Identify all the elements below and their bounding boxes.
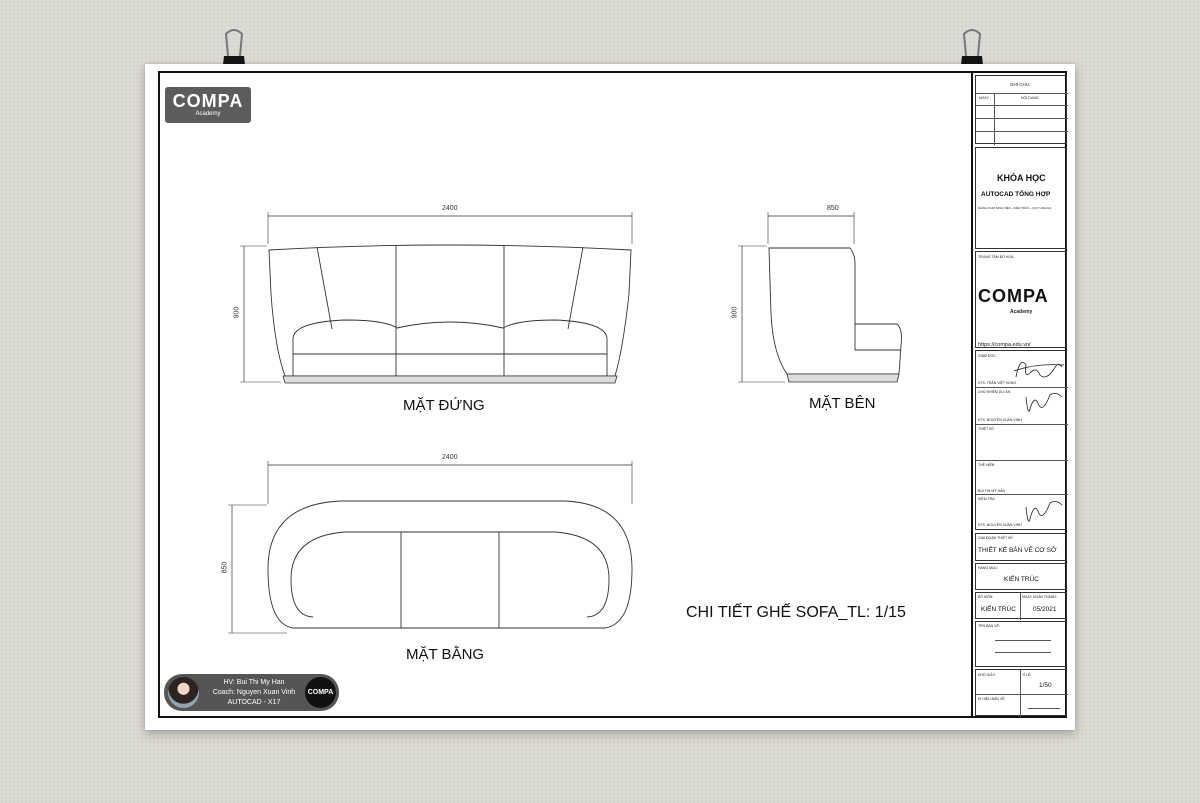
dim-front-height: 900 bbox=[233, 306, 241, 319]
sofa-drawings bbox=[145, 64, 1075, 730]
paper-scale-box bbox=[975, 669, 1067, 716]
phase-value: THIẾT KẾ BẢN VẼ CƠ SỞ bbox=[978, 547, 1057, 554]
badge-coach: Coach: Nguyen Xuan Vinh bbox=[212, 689, 296, 696]
course-title-2: AUTOCAD TỔNG HỢP bbox=[981, 191, 1051, 198]
sheet-name-label: TÊN BẢN VẼ: bbox=[978, 624, 1000, 628]
dim-plan-depth: 850 bbox=[221, 561, 229, 574]
notes-content-col: NỘI DUNG bbox=[1021, 96, 1039, 100]
avatar bbox=[168, 677, 199, 708]
notes-box bbox=[975, 75, 1067, 144]
center-logo-sub: Academy bbox=[1010, 309, 1033, 315]
project-lead-name: KTS. NGUYỄN XUÂN VINH bbox=[978, 418, 1022, 422]
student-badge bbox=[164, 674, 339, 711]
label-plan-view: MẶT BẰNG bbox=[406, 646, 485, 663]
dim-front-width: 2400 bbox=[442, 205, 458, 212]
checker-label: KIỂM TRA: bbox=[978, 497, 996, 501]
checker-name: KTS. NGUYỄN XUÂN VINH bbox=[978, 523, 1022, 527]
dept-value: KIẾN TRÚC bbox=[981, 606, 1016, 613]
category-label: HẠNG MỤC: bbox=[978, 566, 999, 570]
drafter-label: THỂ HIỆN: bbox=[978, 463, 996, 467]
signature-scribbles bbox=[976, 351, 1068, 531]
sheet-code-label: KÍ HIỆU BẢN VẼ: bbox=[978, 697, 1006, 701]
category-box bbox=[975, 563, 1067, 590]
phase-label: GIAI ĐOẠN THIẾT KẾ: bbox=[978, 536, 1014, 540]
scale-value: 1/50 bbox=[1039, 682, 1052, 689]
course-box bbox=[975, 147, 1067, 249]
notes-date-col: NGÀY bbox=[979, 96, 989, 100]
course-title-1: KHÓA HỌC bbox=[997, 173, 1046, 183]
dim-plan-width: 2400 bbox=[442, 454, 458, 461]
center-box bbox=[975, 251, 1067, 348]
title-block bbox=[971, 71, 1067, 718]
dim-side-width: 850 bbox=[827, 205, 839, 212]
logo-sub: Academy bbox=[195, 111, 221, 117]
plan-view bbox=[228, 461, 632, 633]
label-side-view: MẶT BÊN bbox=[809, 395, 876, 412]
badge-student: HV: Bui Thi My Han bbox=[223, 679, 285, 686]
logo-name: COMPA bbox=[172, 91, 244, 111]
center-website: https://compa.edu.vn/ bbox=[978, 342, 1031, 348]
category-value: KIẾN TRÚC bbox=[1004, 576, 1039, 583]
dept-date-box bbox=[975, 592, 1067, 619]
design-label: THIẾT KẾ: bbox=[978, 427, 995, 431]
date-label: NGÀY HOÀN THÀNH: bbox=[1022, 595, 1057, 599]
badge-course: AUTOCAD - X17 bbox=[227, 699, 281, 706]
paper-label: KHỔ GIẤY: bbox=[978, 673, 996, 677]
project-lead-label: CHỦ NHIỆM DỰ ÁN: bbox=[978, 390, 1012, 394]
center-label: TRUNG TÂM ĐỒ HỌA: bbox=[978, 255, 1015, 259]
sheet-name-box bbox=[975, 621, 1067, 667]
center-logo-name: COMPA bbox=[978, 286, 1049, 306]
drafter-name: BÙI THỊ MỸ HÂN bbox=[978, 489, 1005, 493]
label-front-view: MẶT ĐỨNG bbox=[403, 397, 485, 414]
phase-box bbox=[975, 533, 1067, 561]
drawing-sheet bbox=[145, 64, 1075, 730]
date-value: 05/2021 bbox=[1033, 606, 1057, 613]
drawing-title: CHI TIẾT GHẾ SOFA_TL: 1/15 bbox=[686, 604, 906, 621]
signature-box bbox=[975, 350, 1067, 530]
course-sub: (DÀNH CHO SINH VIÊN - KIẾN TRÚC - QUY HOẠCH) bbox=[978, 206, 1052, 210]
notes-header: GHI CHÚ: bbox=[1010, 82, 1031, 87]
badge-logo: COMPA bbox=[305, 677, 336, 708]
director-label: GIÁM ĐỐC: bbox=[978, 354, 997, 358]
dim-side-height: 900 bbox=[731, 306, 739, 319]
front-elevation bbox=[240, 212, 632, 383]
scale-label: TỈ LỆ: bbox=[1022, 673, 1032, 677]
director-name: KTS. TRẦN VIỆT HÙNG bbox=[978, 381, 1017, 385]
side-elevation bbox=[738, 212, 902, 382]
dept-label: BỘ MÔN: bbox=[978, 595, 994, 599]
